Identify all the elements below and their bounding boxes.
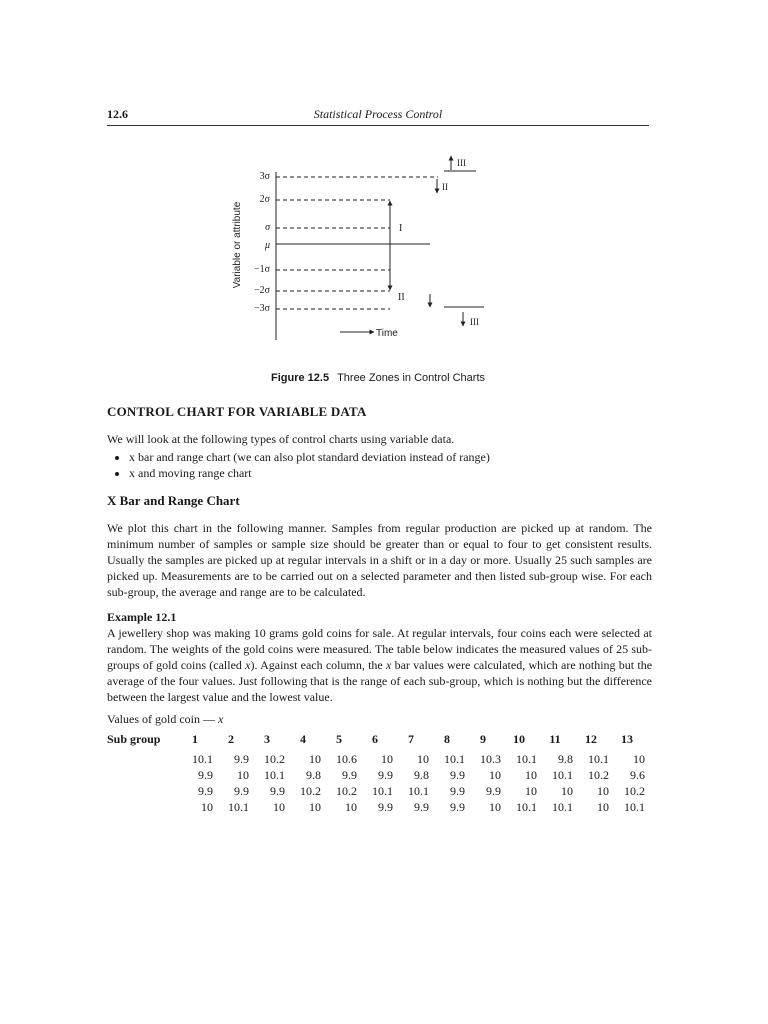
table-cell: 9.9 [342,768,357,782]
table-cell: 10 [417,752,429,766]
level-label-mean: μ [264,240,270,251]
table-cell: 10 [237,768,249,782]
table-cell: 9.9 [450,800,465,814]
table-cell: 10 [273,800,285,814]
level-label-1sigma: σ [265,222,270,233]
column-header: 5 [336,732,342,746]
section-intro: We will look at the following types of control charts using variable data. [107,432,455,446]
table-cell: 10 [561,784,573,798]
column-header: 13 [621,732,633,746]
table-cell: 10.1 [264,768,285,782]
table-cell: 10 [489,800,501,814]
table-cell: 9.6 [630,768,645,782]
column-header: 4 [300,732,306,746]
column-header: 1 [192,732,198,746]
table-cell: 10 [381,752,393,766]
zone-two-upper-label: II [442,182,448,192]
section-heading: CONTROL CHART FOR VARIABLE DATA [107,404,367,419]
level-label-3sigma: 3σ [259,171,270,182]
running-title: Statistical Process Control [313,107,443,121]
table-cell: 9.8 [414,768,429,782]
table-cell: 10 [201,800,213,814]
table-cell: 10 [525,768,537,782]
table-cell: 10.2 [588,768,609,782]
level-label-minus3sigma: −3σ [253,303,270,314]
table-cell: 10.2 [300,784,321,798]
table-cell: 9.9 [486,784,501,798]
table-cell: 9.9 [234,752,249,766]
gold-coin-table [107,731,645,815]
table-cell: 10.1 [624,800,645,814]
zone-three-upper-label: III [457,158,466,168]
figure-caption [107,372,649,384]
level-label-minus1sigma: −1σ [253,264,270,275]
column-header: 6 [372,732,378,746]
example-paragraph: A jewellery shop was making 10 grams gold coins for sale. At regular intervals, four coins each were selected at random. The weights of the gold coins were measured. The table below indicates the measured values of 25 sub-groups of gold coins (called x). Against each column, the x bar values were calculated, which are nothing but the average of the four values. Just following that is the range of each sub-group, which is nothing but the difference between the largest value and the lowest value. [107,626,653,704]
table-row [107,799,645,815]
column-header: 3 [264,732,270,746]
zone-two-lower-label: II [398,292,405,303]
table-cell: 10.2 [264,752,285,766]
table-cell: 10 [633,752,645,766]
table-cell: 10.1 [588,752,609,766]
column-header: 2 [228,732,234,746]
table-cell: 9.9 [414,800,429,814]
table-header-row [107,731,645,751]
table-cell: 10.1 [192,752,213,766]
table-row [107,767,645,783]
table-cell: 10 [489,768,501,782]
table-cell: 10 [345,800,357,814]
table-cell: 10 [309,752,321,766]
table-cell: 9.9 [378,768,393,782]
table-cell: 10 [309,800,321,814]
column-header: 8 [444,732,450,746]
table-cell: 10.2 [624,784,645,798]
table-cell: 10 [525,784,537,798]
table-row [107,783,645,799]
table-cell: 10.3 [480,752,501,766]
table-cell: 10.1 [552,768,573,782]
table-cell: 9.9 [198,768,213,782]
table-cell: 10.1 [516,800,537,814]
table-cell: 9.9 [234,784,249,798]
list-item: • x and moving range chart [129,465,652,481]
figure-caption-label: Figure 12.5 [270,372,330,384]
level-label-minus2sigma: −2σ [253,285,270,296]
table-cell: 10.1 [444,752,465,766]
subsection-heading: X Bar and Range Chart [107,493,240,508]
table-cell: 10.6 [336,752,357,766]
time-label: Time [376,328,398,339]
zone-three-lower-label: III [470,317,479,327]
table-cell: 9.8 [558,752,573,766]
chart-type-list [107,449,652,481]
row-header: Sub group [107,732,161,746]
column-header: 10 [513,732,525,746]
control-zones-figure [220,150,500,350]
example-heading: Example 12.1 [107,610,177,624]
table-cell: 10.1 [408,784,429,798]
table-cell: 10.1 [228,800,249,814]
section-number: 12.6 [107,107,128,121]
table-cell: 10 [597,784,609,798]
list-item: • x bar and range chart (we can also plot standard deviation instead of range) [129,449,652,465]
table-cell: 9.8 [306,768,321,782]
subsection-paragraph: We plot this chart in the following manner. Samples from regular production are picked up at random. The minimum number of samples or sample size should be greater than or equal to four to get consistent results. Usually the samples are picked up at regular intervals in a shift or in a day or more. Usually 25 such samples are picked up. Measurements are to be carried out on a selected parameter and then listed sub-group wise. For each sub-group, the average and range are to be calculated. [107,521,652,599]
level-label-2sigma: 2σ [259,194,270,205]
y-axis-label: Variable or attribute [232,201,243,289]
column-header: 12 [585,732,597,746]
page-content [107,404,652,815]
table-cell: 10.1 [552,800,573,814]
table-cell: 9.9 [270,784,285,798]
zone-one-label: I [399,223,403,234]
table-cell: 10.1 [372,784,393,798]
column-header: 7 [408,732,414,746]
table-cell: 10.2 [336,784,357,798]
table-cell: 9.9 [450,784,465,798]
table-row [107,751,645,767]
column-header: 11 [549,732,561,746]
table-cell: 10 [597,800,609,814]
figure-caption-text: Three Zones in Control Charts [337,372,486,384]
running-header [107,107,649,126]
table-cell: 9.9 [198,784,213,798]
table-caption: Values of gold coin — x [107,712,224,726]
column-header: 9 [480,732,486,746]
table-cell: 9.9 [378,800,393,814]
table-cell: 10.1 [516,752,537,766]
table-cell: 9.9 [450,768,465,782]
